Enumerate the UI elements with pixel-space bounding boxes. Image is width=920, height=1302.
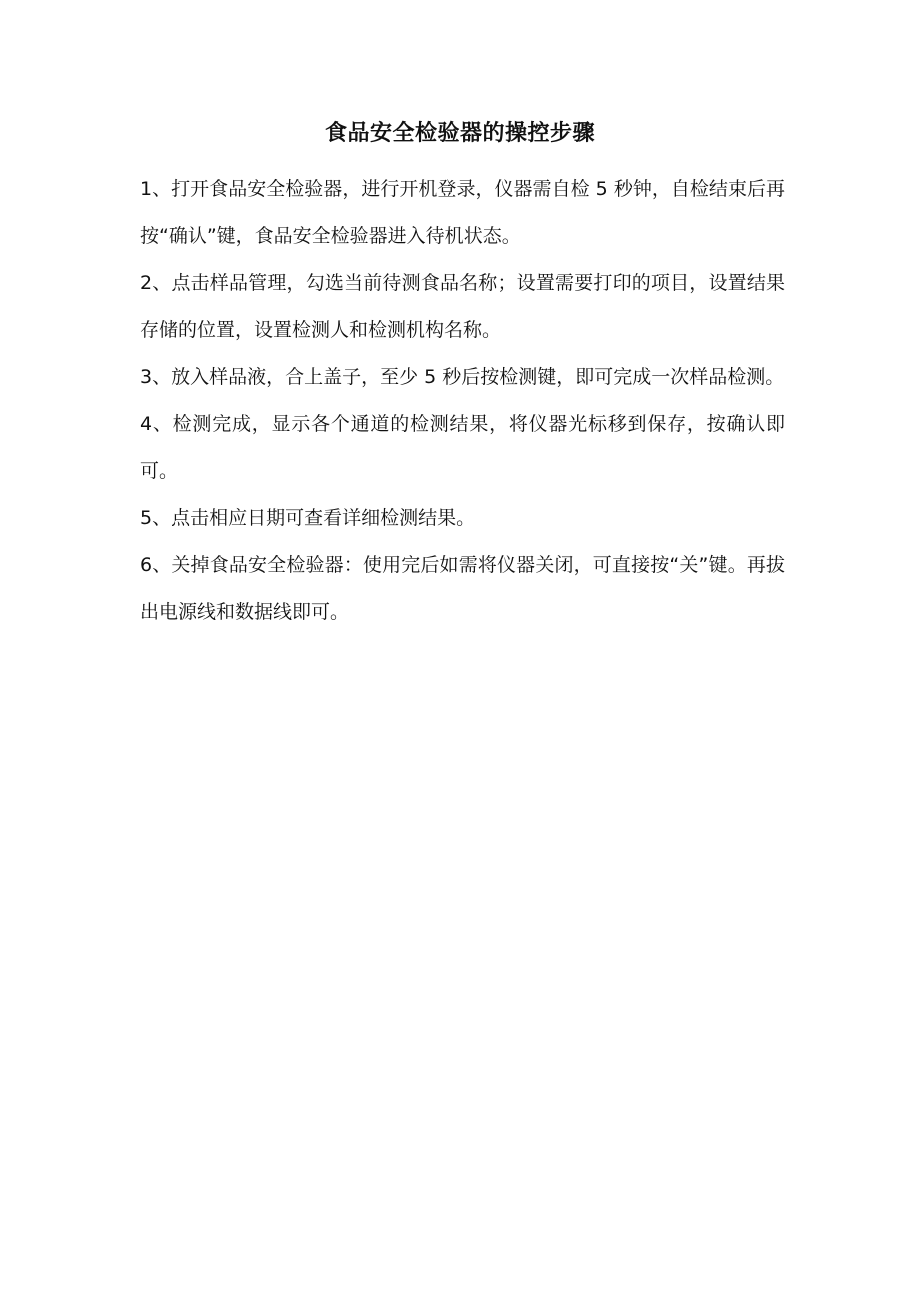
steps-list [140, 166, 785, 636]
step-5: 5、点击相应日期可查看详细检测结果。 [140, 507, 476, 529]
step-1: 1、打开食品安全检验器，进行开机登录，仪器需自检 5 秒钟，自检结束后再按“确认”键，食品安全检验器进入待机状态。 [140, 178, 785, 247]
step-3: 3、放入样品液，合上盖子，至少 5 秒后按检测键，即可完成一次样品检测。 [140, 366, 785, 388]
step-2: 2、点击样品管理，勾选当前待测食品名称；设置需要打印的项目，设置结果存储的位置，设置检测人和检测机构名称。 [140, 272, 785, 341]
document-title: 食品安全检验器的操控步骤 [324, 121, 595, 146]
step-4: 4、检测完成，显示各个通道的检测结果，将仪器光标移到保存，按确认即可。 [140, 413, 785, 482]
step-6: 6、关掉食品安全检验器：使用完后如需将仪器关闭，可直接按“关”键。再拔出电源线和数据线即可。 [140, 554, 785, 623]
